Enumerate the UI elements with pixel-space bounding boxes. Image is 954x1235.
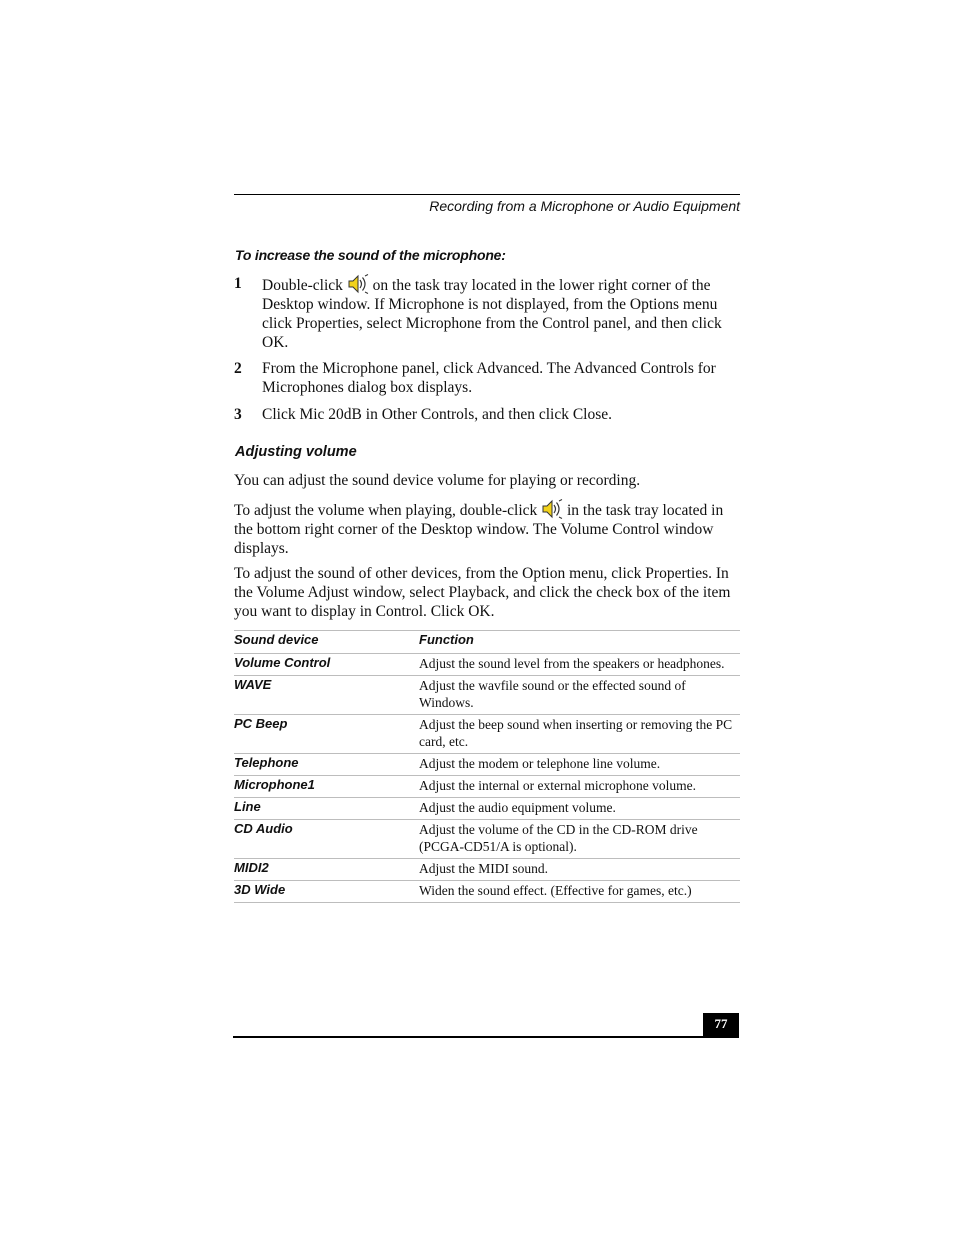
step-number: 1 xyxy=(234,275,242,292)
device-cell: MIDI2 xyxy=(234,859,419,881)
footer-rule xyxy=(233,1036,739,1038)
speaker-icon xyxy=(347,274,369,294)
device-cell: CD Audio xyxy=(234,820,419,859)
function-cell: Adjust the modem or telephone line volume. xyxy=(419,754,740,776)
paragraph-text-part: To adjust the volume when playing, double-click xyxy=(234,502,538,519)
function-cell: Adjust the sound level from the speakers or headphones. xyxy=(419,654,740,676)
table-row xyxy=(234,654,740,676)
header-rule xyxy=(234,194,740,195)
device-cell: Line xyxy=(234,798,419,820)
step-1 xyxy=(234,274,724,352)
function-cell: Adjust the MIDI sound. xyxy=(419,859,740,881)
table-row xyxy=(234,859,740,881)
page-number: 77 xyxy=(703,1013,739,1037)
step-number: 2 xyxy=(234,360,242,377)
function-cell: Adjust the wavfile sound or the effected sound of Windows. xyxy=(419,676,740,715)
column-header-function: Function xyxy=(419,631,740,654)
paragraph-volume-playing xyxy=(234,499,740,558)
device-cell: Microphone1 xyxy=(234,776,419,798)
function-cell: Widen the sound effect. (Effective for games, etc.) xyxy=(419,881,740,903)
device-cell: 3D Wide xyxy=(234,881,419,903)
table-row xyxy=(234,776,740,798)
table-header-row xyxy=(234,631,740,654)
sound-device-table xyxy=(234,630,740,903)
column-header-device: Sound device xyxy=(234,631,419,654)
device-cell: WAVE xyxy=(234,676,419,715)
step-text: Click Mic 20dB in Other Controls, and then click Close. xyxy=(262,406,612,423)
running-header: Recording from a Microphone or Audio Equipment xyxy=(429,198,740,214)
function-cell: Adjust the volume of the CD in the CD-ROM drive (PCGA-CD51/A is optional). xyxy=(419,820,740,859)
device-cell: Telephone xyxy=(234,754,419,776)
step-3 xyxy=(234,405,724,424)
speaker-icon xyxy=(541,499,563,519)
step-text-part: on the task tray located in the lower right corner of the Desktop window. If Microphone is not displayed, from the Options menu click Properties, select Microphone from the Control panel, and then click OK. xyxy=(262,277,722,351)
step-number: 3 xyxy=(234,406,242,423)
paragraph-text-part: in the task tray located in the bottom right corner of the Desktop window. The Volume Control window displays. xyxy=(234,502,724,557)
table-row xyxy=(234,798,740,820)
function-cell: Adjust the audio equipment volume. xyxy=(419,798,740,820)
section-heading: Adjusting volume xyxy=(235,444,357,460)
paragraph-intro: You can adjust the sound device volume for playing or recording. xyxy=(234,472,641,489)
paragraph-other-devices: To adjust the sound of other devices, from the Option menu, click Properties. In the Volume Adjust window, select Playback, and click the check box of the item you want to display in Control. Click OK. xyxy=(234,565,731,620)
step-2 xyxy=(234,359,724,397)
procedure-title: To increase the sound of the microphone: xyxy=(235,247,506,263)
table-row xyxy=(234,754,740,776)
table-row xyxy=(234,676,740,715)
device-cell: PC Beep xyxy=(234,715,419,754)
device-cell: Volume Control xyxy=(234,654,419,676)
step-text xyxy=(262,274,724,352)
step-text-part: Double-click xyxy=(262,277,343,294)
function-cell: Adjust the beep sound when inserting or removing the PC card, etc. xyxy=(419,715,740,754)
step-text: From the Microphone panel, click Advanced. The Advanced Controls for Microphones dialog box displays. xyxy=(262,360,716,396)
table-row xyxy=(234,881,740,903)
table-row xyxy=(234,820,740,859)
function-cell: Adjust the internal or external microphone volume. xyxy=(419,776,740,798)
table-row xyxy=(234,715,740,754)
